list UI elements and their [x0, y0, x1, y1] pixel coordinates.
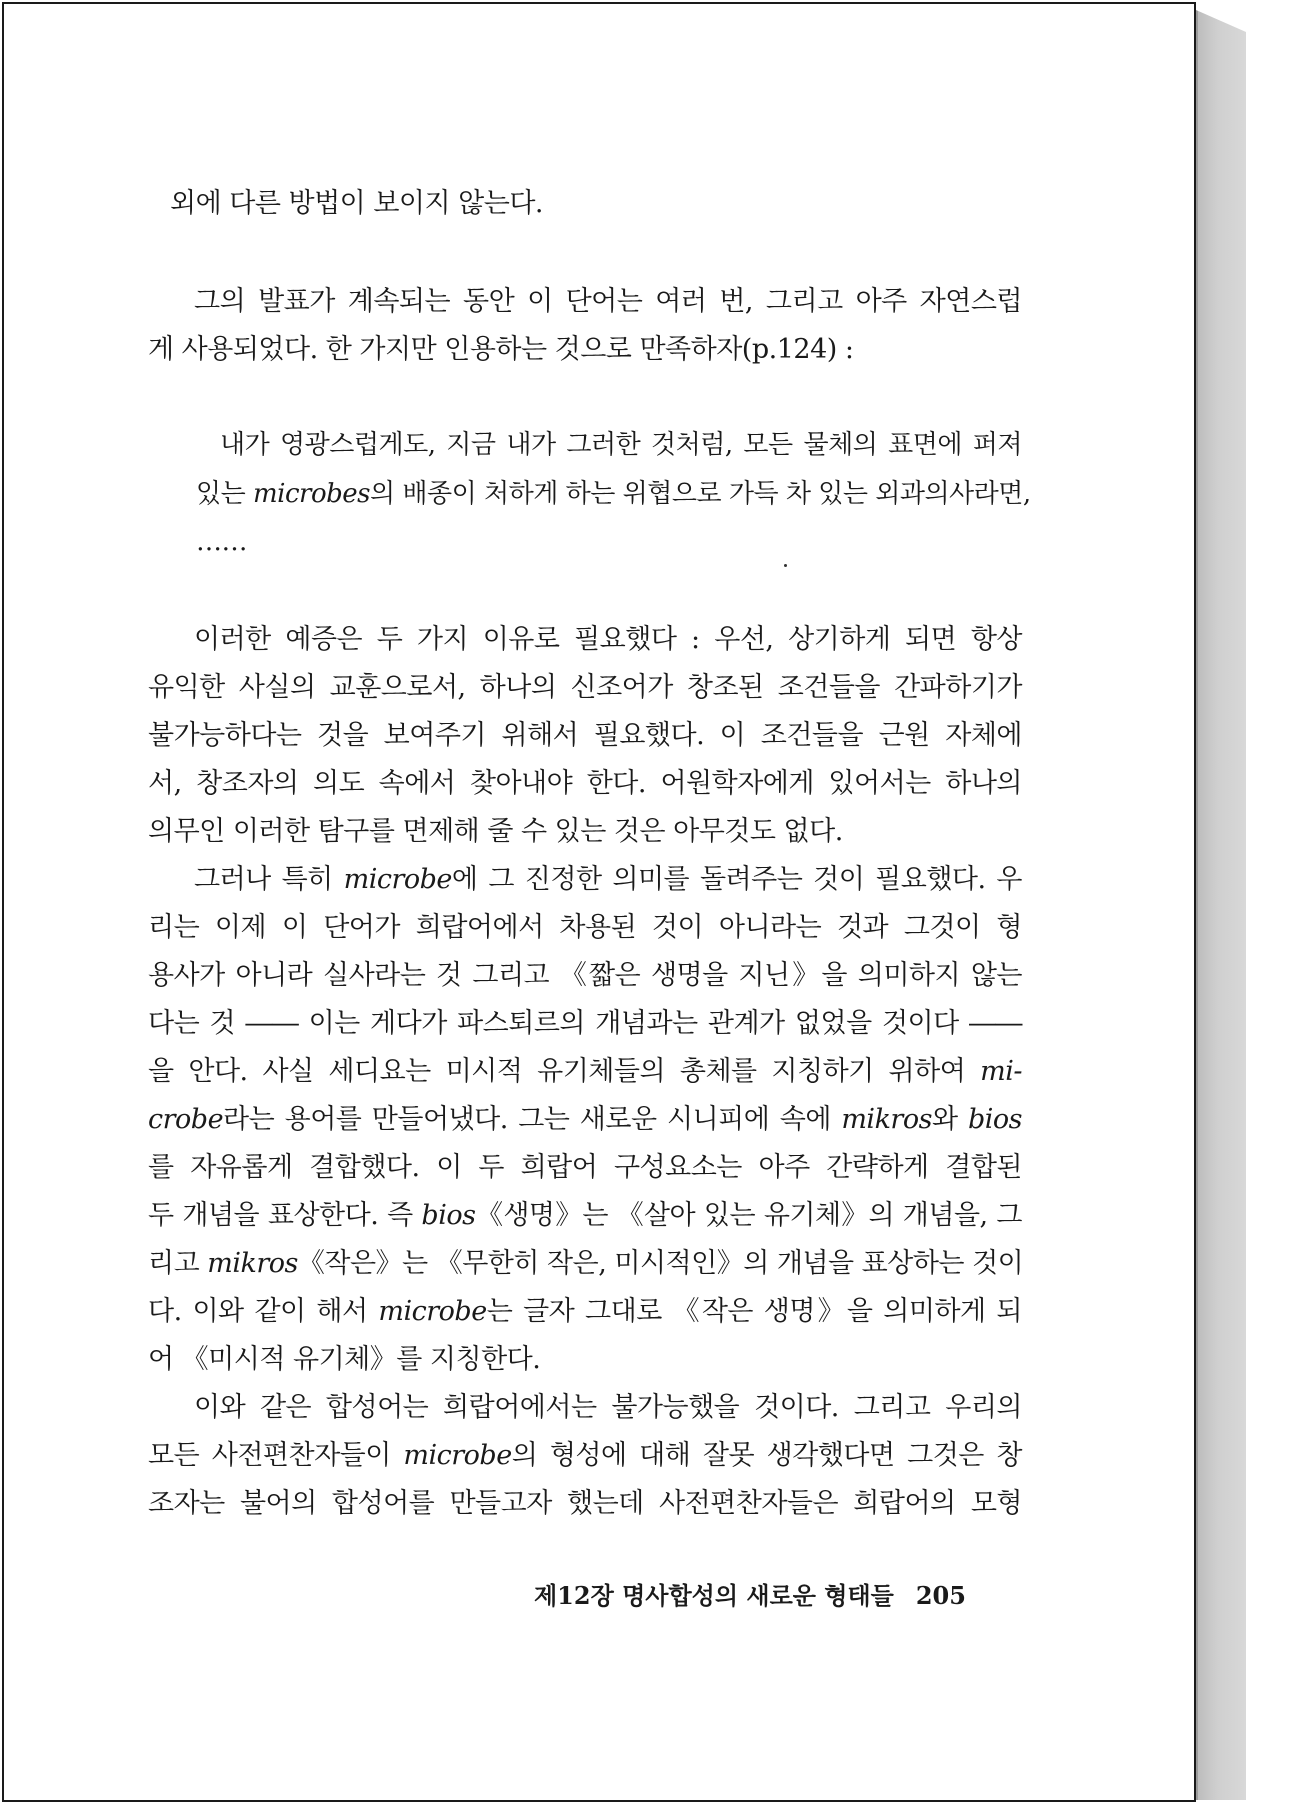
text-line: 이러한 예증은 두 가지 이유로 필요했다 : 우선, 상기하게 되면 항상: [194, 624, 1022, 655]
page: [2, 2, 1196, 1802]
text-line: 이와 같은 합성어는 희랍어에서는 불가능했을 것이다. 그리고 우리의: [194, 1392, 1022, 1423]
quote-line: 내가 영광스럽게도, 지금 내가 그러한 것처럼, 모든 물체의 표면에 퍼져: [220, 430, 1022, 460]
text-line: 를 자유롭게 결합했다. 이 두 희랍어 구성요소는 아주 간략하게 결합된: [148, 1152, 1022, 1183]
page-footer: [534, 1576, 994, 1616]
text-line: 의무인 이러한 탐구를 면제해 줄 수 있는 것은 아무것도 없다.: [148, 816, 843, 847]
page-number: 205: [915, 1581, 966, 1610]
text-line: 모든 사전편찬자들이 microbe의 형성에 대해 잘못 생각했다면 그것은 창: [148, 1440, 1023, 1471]
text-line: 리고 mikros《작은》는 《무한히 작은, 미시적인》의 개념을 표상하는 것이: [148, 1248, 1024, 1279]
page-edge: [1196, 10, 1246, 1800]
text-line: 어 《미시적 유기체》를 지칭한다.: [148, 1344, 541, 1375]
text-line: 다. 이와 같이 해서 microbe는 글자 그대로 《작은 생명》을 의미하게 되: [148, 1296, 1022, 1327]
running-head: 제12장 명사합성의 새로운 형태들: [534, 1581, 894, 1610]
text-line: 게 사용되었다. 한 가지만 인용하는 것으로 만족하자(p.124) :: [148, 334, 854, 365]
text-line: 조자는 불어의 합성어를 만들고자 했는데 사전편찬자들은 희랍어의 모형: [148, 1488, 1022, 1519]
text-line: 을 안다. 사실 세디요는 미시적 유기체들의 총체를 지칭하기 위하여 mi-: [148, 1056, 1022, 1087]
text-line: 리는 이제 이 단어가 희랍어에서 차용된 것이 아니라는 것과 그것이 형: [148, 912, 1022, 943]
text-line: 서, 창조자의 의도 속에서 찾아내야 한다. 어원학자에게 있어서는 하나의: [148, 768, 1022, 799]
text-line: 유익한 사실의 교훈으로서, 하나의 신조어가 창조된 조건들을 간파하기가: [148, 672, 1022, 703]
text-line: 불가능하다는 것을 보여주기 위해서 필요했다. 이 조건들을 근원 자체에: [148, 720, 1022, 751]
text-line: crobe라는 용어를 만들어냈다. 그는 새로운 시니피에 속에 mikros와 bios: [148, 1104, 1022, 1135]
text-line: 다는 것 ―― 이는 게다가 파스퇴르의 개념과는 관계가 없었을 것이다 ――: [148, 1008, 1022, 1039]
text-line: 그러나 특히 microbe에 그 진정한 의미를 돌려주는 것이 필요했다. 우: [194, 864, 1023, 895]
text-line: 그의 발표가 계속되는 동안 이 단어는 여러 번, 그리고 아주 자연스럽: [194, 286, 1022, 317]
quote-line: 있는 microbes의 배종이 처하게 하는 위협으로 가득 차 있는 외과의사라면,: [196, 479, 1031, 509]
quote-line: ……: [196, 527, 247, 557]
text-line: 용사가 아니라 실사라는 것 그리고 《짧은 생명을 지닌》을 의미하지 않는: [148, 960, 1022, 991]
text-line: 두 개념을 표상한다. 즉 bios《생명》는 《살아 있는 유기체》의 개념을, 그: [148, 1200, 1022, 1231]
scan-speck: [784, 564, 787, 567]
text-line: 외에 다른 방법이 보이지 않는다.: [170, 188, 543, 219]
